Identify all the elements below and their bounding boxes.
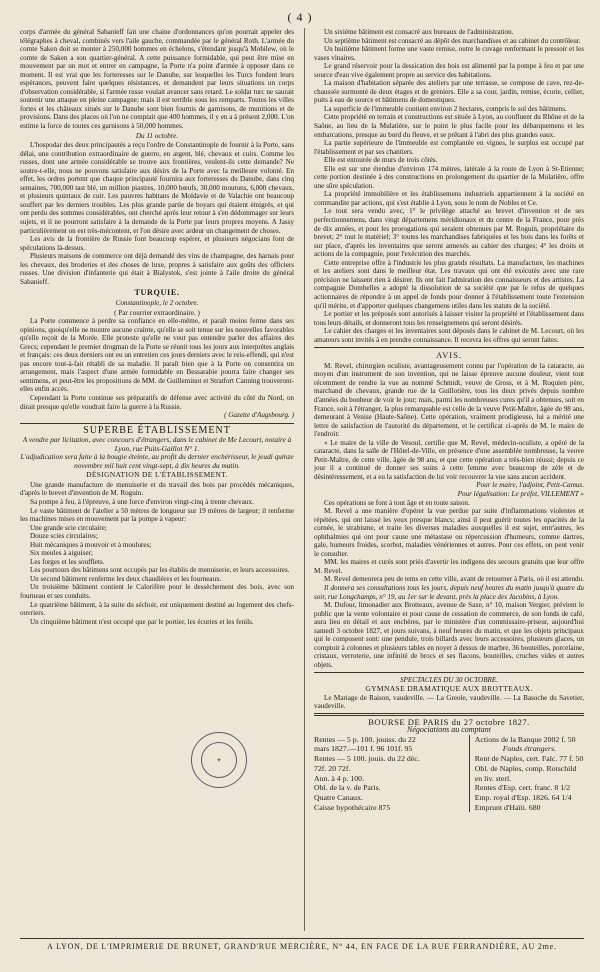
ad-paragraph: Elle est entourée de murs de trois côtés. (324, 156, 438, 165)
bourse-line: Actions de la Banque 2002 f. 50 (474, 734, 576, 744)
article-paragraph: Cependant la Porte continue ses préparatifs de défense avec activité du côté du Nord, on dirait presque qu'elle voudrait faire la guerre à la Russie. (20, 393, 294, 411)
bourse-subtitle: Négociations au comptant (407, 725, 491, 735)
bourse-line: Obl. de Naples, comp. Rotschild (474, 763, 577, 773)
bourse-line: Fonds étrangers. (502, 744, 557, 754)
notice-paragraph: M. Dufour, limonadier aux Brotteaux, avenue de Saxe, n° 10, maison Vergier, prévient le public que la vente volontaire et pour cause de cessation de commerce, de son fonds de café, aura lieu en détail et aux enchères, par le ministère d'un commissaire-priseur, aujourd'hui samedi 3 octobre 1827, et jours suivans, à neuf heures du matin, et que les objets principaux qui le composent sont: une pendule, trois billards avec leurs accessoires, plusieurs glaces, un comptoir à colonnes et plusieurs tables en noyer à dessus de marbre, 36 bouteilles, porcelaine, cristaux, verroterie, une infinité de brocs et ses flacons, bouteilles, cruches vides et autres objets. (314, 601, 584, 669)
dateline: Constantinople, le 2 octobre. (115, 298, 199, 307)
dateline: Du 11 octobre. (135, 131, 179, 140)
bourse-title: BOURSE DE PARIS du 27 octobre 1827. (368, 716, 530, 727)
ad-paragraph: La superficie de l'immeuble contient environ 2 hectares, compris le sol des bâtimens. (324, 104, 567, 113)
bourse-right (470, 735, 584, 813)
ad-paragraph: La propriété immobilière et les établissemens industriels appartiennent à la société en commandite par actions, qui s'est établie à Lyon, sous le nom de Nobles et Ce. (314, 190, 584, 207)
ad-paragraph: Le tout sera vendu avec, 1° le privilège attaché au brevet d'invention et de ses perfectionnemens, dans vingt départemens méridionaux et du centre de la France, pour près de dix années, et pour les prorogations qui seraient obtenues par M. Roguin, propriétaire du brevet; 2° tout le matériel; 3° toutes les marchandises fabriquées et les bois dans les forêts et sur place, d'après les inventaires que seront annexés au cahier des charges; 4° les droits et actions de la compagnie, pour l'exécution des marchés. (314, 207, 584, 259)
avis-title: AVIS. (436, 350, 462, 361)
list-item: Une grande scie circulaire; (30, 523, 107, 532)
ad-paragraph: Cette propriété en terrain et constructions est située à Lyon, au confluent du Rhône et de la Saône, au lieu de la Mulatière, sur le point le plus facile pour les débarquemens et les embarcations, presque au bord du fleuve, et se prêtant à l'abri des plus grandes eaux. (314, 113, 584, 139)
ad-paragraph: Un second bâtiment renferme les deux chaudières et les fourneaux. (30, 574, 222, 583)
ad-paragraph: Le portier et les préposés sont autorisés à laisser visiter la propriété et l'établissement dans tous leurs détails, et donneront tous les renseignemens qui seront désirés. (314, 310, 584, 327)
notice-paragraph: « Le maire de la ville de Vesoul, certifie que M. Revel, médecin-oculiste, a opéré de la cataracte, dans la salle de l'Hôtel-de-Ville, en présence d'une assemblée nombreuse, la veuve Petit-Maître, de cette ville, âgée de 98 ans, et que cette opération a très-bien réussi; depuis ce jour il a continué de donner ses soins à cette femme avec beaucoup de zèle et de désintéressement, et a eu la satisfaction de lui voir recouvrer la vue sans aucun accident. (314, 438, 584, 481)
ad-paragraph: Un troisième bâtiment contient le Calorifère pour le dessèchement des bois, avec son fourneau et ses conduits. (20, 583, 294, 600)
ad-paragraph: Elle est sur une étendue d'environ 174 mètres, latérale à la route de Lyon à St-Etienne; cette portion destinée à des constructions en prolongement du quartier de la Mulatière, offre une sûre spéculation. (314, 164, 584, 190)
ad-paragraph: Le vaste bâtiment de l'atelier a 50 mètres de longueur sur 19 mètres de largeur; il renferme les machines mises en mouvement par la pompe à vapeur: (20, 506, 294, 524)
ad-subtitle: A vendre par licitation, avec concours d'étrangers, dans le cabinet de Me Lecourt, notaire à Lyon, rue Puits-Gaillot N° 1. (22, 435, 292, 453)
bourse-line: Rent de Naples, cert. Falc. 77 f. 50 (474, 754, 584, 764)
notice-legalisation: Pour légalisation: Le préfet, VILLEMENT » (457, 489, 584, 498)
list-item: Huit mécaniques à mouvoir et à moulures; (30, 540, 152, 549)
bourse-line: en liv. sterl. (474, 773, 512, 783)
bourse-line: 72f. 20 72f. (314, 763, 351, 773)
designation-heading: DÉSIGNATION DE L'ÉTABLISSEMENT. (86, 470, 228, 480)
article-paragraph: L'hospodar des deux principautés a reçu l'ordre de Constantinople de fournir à la Porte, sans délai, une contribution extraordinaire de guerre, en argent, blé, chevaux et cuirs. Comme les russes, dont une armée considérable se trouve aux frontières, veulent-ils cette demande? Ne soutre-t-elle, nous ne pouvons satisfaire aux désirs de la Porte avec la meilleure volonté. En effet, les ordres portent que chaque principauté fournira aux forteresses du Danube, dans cinq semaines, 700,000 tast blé, un million piastres, 10,000 bœufs, 30,000 moutons, 6,000 chevaux, et plusieurs quintaux de cuir. Les pauvres habitans de Moldavie et de Valachie ont beaucoup souffert par les derniers troubles. Les plus grande partie de boyars qui étaient émigrés, et qui ont perdu des sommes considérables, ont cherché après leur retour à s'en dédommager sur leurs sujets, et il ne pourront satisfaire à la demande de la Porte par leurs propres moyens. A Jassy particulièrement on est très-mécontent, et l'on désire avec ardeur un changement de choses. (20, 141, 294, 235)
spectacles-title: SPECTACLES DU 30 OCTOBRE. (399, 676, 499, 685)
notice-attestation: Pour le maire, l'adjoint, Petit-Camus. (476, 481, 584, 490)
theatre-name: GYMNASE DRAMATIQUE AUX BROTTEAUX. (365, 684, 533, 694)
ad-title: SUPERBE ÉTABLISSEMENT (83, 424, 231, 436)
notice-paragraph: M. Revel demeurera peu de tems en cette ville, avant de retourner à Paris, où il est attendu. (324, 575, 584, 584)
ad-paragraph: Un huitième bâtiment forme une vaste remise, outre le cuvage renfermant le pressoir et les vases vinaires. (314, 45, 584, 62)
bourse-line: mars 1827.—101 f. 96 101f. 95 (314, 744, 413, 754)
notice-paragraph: M. Revel, chirurgien oculiste, avantageusement connu par l'opération de la cataracte, au moyen d'un instrument de son invention, qui ne laisse épreuve aucune douleur, vient tout récemment de rendre la vue au nommé Schmidt, veuve de Gross, et à M. Roquien père, marchand de chevaux, grande rue de la Guillotière, tous les deux privés depuis nombre d'années du bonheur de voir le jour; mais, parmi les nombreuses cures qu'il a obtenues, soit en France, soit à l'étranger, la plus remarquable est celle de la veuve Petit-Maître, âgée de 98 ans, demeurant à Venise (Haute-Saône). Cette opération, vraiment prodigieuse, lui a mérité une lettre de satisfaction de l'autorité du département, et le certificat ci-après de M. le maire de l'endroit: (314, 361, 584, 439)
imprint-footer: A LYON, DE L'IMPRIMERIE DE BRUNET, GRAND'RUE MERCIÈRE, N° 44, EN FACE DE LA RUE FERRANDIÈRE, AU 2me. (20, 938, 584, 951)
bourse-line: Rentes — 5 100. jouis. du 22 déc. (314, 754, 420, 764)
ad-paragraph: Une grande manufacture de menuiserie et du travail des bois par procédés mécaniques, d'après le brevet d'invention de M. Roguin. (20, 480, 294, 498)
stamp-emblem: ✦ (201, 742, 237, 778)
divider (20, 423, 294, 424)
divider (314, 347, 584, 348)
notice-paragraph: Il donnera ses consultations tous les jours, depuis neuf heures du matin jusqu'à quatre du soir, rue Longchamps, n° 19, au 1er sur le devant, près la place des Jacobins, à Lyon. (314, 584, 584, 601)
article-paragraph: Plusieurs maisons de commerce ont déjà demandé des vins de champagne, des harnais pour les chevaux, des broderies et des choses de luxe, propres à satisfaire aux goûts des officiers russes. Une division d'infanterie qui était à Bialystok, s'est jointe à l'aile droite du général Sabanieff. (20, 252, 294, 286)
bourse-line: Rentes d'Esp. cert. franc. 8 1/2 (474, 783, 571, 793)
ad-paragraph: Le cahier des charges et les inventaires sont déposés dans le cabinet de M. Lecourt, où les amateurs sont invités à en prendre connaissance. Il recevra les offres qui seront faites. (314, 327, 584, 344)
notice-paragraph: M. Revel a une manière d'opérer la vue perdue par suite d'inflammations violentes et répétées, qui ont laissé les yeux presque blancs; ainsi il peut guérir toutes les opacités de la cornée, le strabisme, et traite les diverses maladies auxquelles il est sujet, entr'autres, les ophthalmies qui ont pour cause une métastase ou répercussion d'humeurs, comme dartres, gale, humeurs froides, scorbut, maladies vénériennes et autres. Pour ces effets, on peut venir le consulter. (314, 507, 584, 558)
page-number: ( 4 ) (287, 10, 313, 24)
article-paragraph: corps d'armée du général Sabanieff fait une chaine d'ordonnances qu'on pourrait appeler des télégraphes à cheval, combinés vers l'aile gauche, commandée par le général Roth. L'armée du comte Saken doit se monter à 250,000 hommes en échelons, s'étendant jusqu'à Mohilew, où le comte de Saken a son quartier-général. A cette puissance formidable, qui peut être mise en mouvement par un mot et entrer en campagne, la Porte n'a point d'armée à opposer dans ce moment. Il est vrai que les forteresses sur le Danube, sur lesquelles les Turcs fondent leurs espérances, peuvent faire quelques résistances, et demandent par leurs situations un corps d'observation considérable, si l'armée russe voulait avancer sans retard. Le soldat turc ne saurait soutenir une attaque en pleine campagne; mais il est terrible sous les remparts. Toutes les villes fortes et les châteaux situés sur le Danube sont bien fournis de garnisons, de munitions et de provisions. Dans des places où l'on ne comptait que 400 hommes, il y en a à présent 2,000. L'on estime la force de toutes ces garnisons à 50,000 hommes. (20, 28, 294, 131)
ad-paragraph: Un septième bâtiment est consacré au dépôt des marchandises et au cabinet du contrôleur. (324, 36, 581, 45)
ad-paragraph: Cette entreprise offre à l'industrie les plus grands résultats. La manufacture, les machines et les ateliers sont dans le meilleur état. Les travaux qui ont été exécutés avec une rare précision ne laissent rien à désirer. Ils ont fait l'admiration des connaisseurs et des artistes. La compagnie Dombelles a adopté la dissolution de sa société que par le refus de quelques actionnaires de répondre à un appel de fonds pour donner à l'établissement toute l'extension qu'il mérite, et d'apporter quelques changemens utiles dans les statuts de la société. (314, 258, 584, 310)
right-column (314, 28, 584, 933)
ad-paragraph: La partie supérieure de l'immeuble est complantée en vignes, le surplus est occupé par l'établissement et par ses chantiers. (314, 139, 584, 156)
article-paragraph: La Porte commence à perdre sa confiance en elle-même, et paraît moins ferme dans ses opinions, quoiqu'elle ne montre aucune crainte, qu'elle se soit tenue sur les nouvelles favorables qu'elle reçoit de la Morée. Elle proteste qu'elle ne veut pas entendre parler des affaires des Grecs; cependant le premier drogman de la Porte se réunit tous les jours aux interprètes anglais et français: ces deux derniers ont eu un entretien ces jours derniers avec le reis-effendi, qui n'est pas encore tout-à-fait rétabli de sa maladie. Il paraît bien que à la Porte on consentira un arrangement, mais l'aspect d'une armée formidable en Bessarabie pourra faire changer ses sentimens, et peut-être les propositions de MM. de Guilleminot et Stratfort Canning trouveront-elles enfin accès. (20, 317, 294, 394)
ad-paragraph: La maison d'habitation séparée des ateliers par une terrasse, se compose de cave, rez-de-chaussée surmonté de deux étages et de greniers. Elle a sa cour, jardin, remise, écurie, cellier, puits à eau de source et bâtimens de domestiques. (314, 79, 584, 105)
double-divider (314, 713, 584, 716)
bourse-line: Emp. royal d'Esp. 1826. 64 1/4 (474, 792, 572, 802)
column-divider (304, 28, 305, 931)
library-stamp (191, 732, 247, 788)
article-source: ( Gazette d'Augsbourg. ) (224, 411, 294, 420)
bourse-line: Obl. de la v. de Paris. (314, 783, 381, 793)
ad-paragraph: Le quatrième bâtiment, à la suite du séchoir, est uniquement destiné au logement des chefs-ouvriers. (20, 600, 294, 618)
ad-paragraph: Un sixième bâtiment est consacré aux bureaux de l'administration. (324, 28, 514, 36)
theatre-program: Le Mariage de Raison, vaudeville. — La Greole, vaudeville. — La Basoche du Savetier, vaudeville. (314, 693, 584, 711)
machine-list (20, 524, 294, 575)
ad-paragraph: Un cinquième bâtiment n'est occupé que par le portier, les écuries et les fenils. (30, 617, 254, 626)
bourse-table (314, 735, 584, 813)
ad-adjudication: L'adjudication sera faite à la bougie éteinte, au profit du dernier enchérisseur, le jeudi quinze novembre mil huit cent vingt-sept, à dix heures du matin. (20, 452, 294, 470)
bourse-left (314, 735, 470, 813)
bourse-line: Ann. à 4 p. 100. (314, 773, 365, 783)
source-line: ( Par courrier extraordinaire. ) (114, 308, 200, 317)
ad-paragraph: Le grand réservoir pour la dessication des bois est alimenté par la pompe à feu et par une source d'eau vive également propre au service des habitations. (314, 62, 584, 79)
list-item: Les pourtours des bâtimens sont occupés par les établis de menuiserie, et leurs accessoires. (30, 566, 290, 575)
bourse-line: Caisse hypothécaire 875 (314, 802, 391, 812)
left-column (20, 28, 294, 933)
bourse-line: Quatre Canaux. (314, 792, 363, 802)
section-title-turquie: TURQUIE. (134, 288, 180, 298)
notice-paragraph: Ces opérations se font à tout âge et en toute saison. (324, 498, 470, 507)
list-item: Les forges et les soufflets. (30, 557, 105, 566)
notice-paragraph: MM. les maires et curés sont priés d'avertir les indigens des secours gratuits que leur offre M. Revel. (314, 558, 584, 575)
article-paragraph: Les avis de la frontière de Russie font beaucoup espérer, et plusieurs négocians font de spéculations là-dessus. (20, 235, 294, 252)
bourse-line: Emprunt d'Haïti. 680 (474, 802, 541, 812)
bourse-line: Rentes — 5 p. 100. jouiss. du 22 (314, 734, 416, 744)
divider (314, 672, 584, 673)
list-item: Six meules à aiguiser; (30, 549, 93, 558)
list-item: Douze scies circulaires; (30, 532, 98, 541)
ad-paragraph: Sa pompe à feu, à l'épreuve, à une force d'environ vingt-cinq à trente chevaux. (30, 497, 254, 506)
